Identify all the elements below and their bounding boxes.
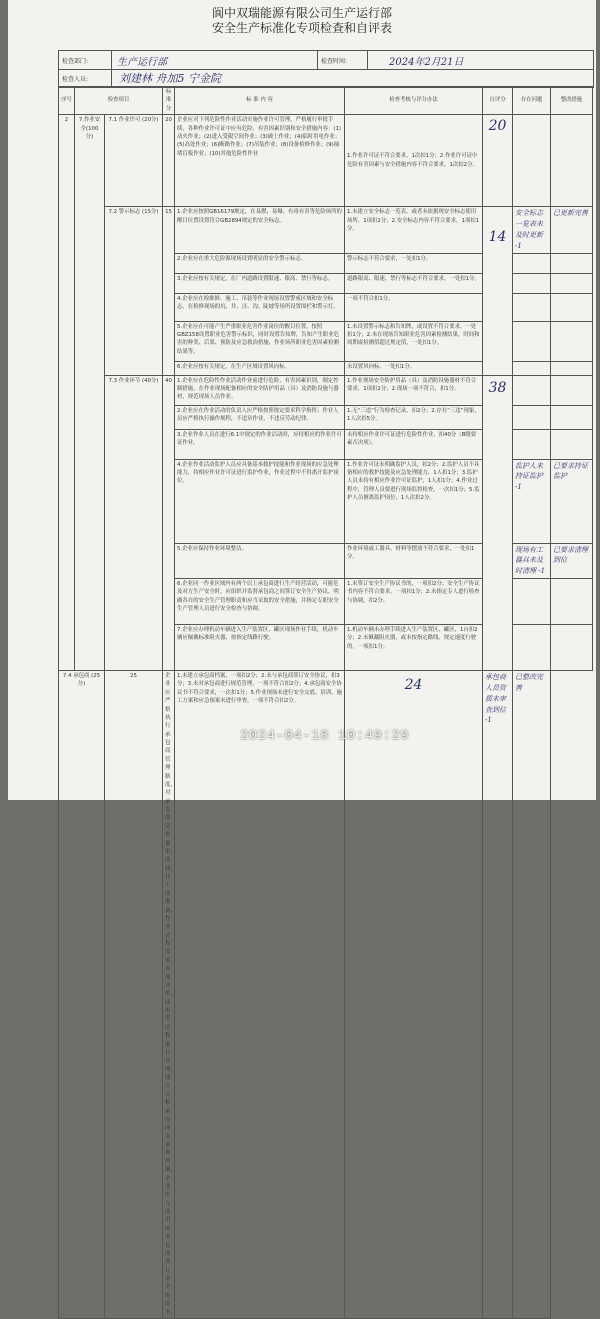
inspectors-label: 检查人员: [62,76,89,83]
problem-note: 安全标志一览表未及时更新 -1 [515,209,544,250]
col-self-score: 自评分 [483,87,513,115]
col-problem: 存在问题 [513,87,551,115]
table-row: 5.企业应在可能产生严重职业危害作业岗位的醒目位置，按照GBZ158设置职业危害警示标识，同时设置告知牌，告知产生职业危害的种类、后果、预防及应急救治措施、作业场所职业危害因素检测结果等。 1.未设置警示标志和告知牌，或设置不符合要求，一处扣1分；2.未在现场告知职业危害因素检测结果，时间和周期或检测值超过规定值，一处扣1分。 [59,321,593,361]
problem-note: 承包商人员资质未审查到位 -1 [485,673,507,725]
table-row: 7.2 警示标志 (15分) 15 1.企业应按照GB16179规定，在易燃、易爆、有毒有害等危险场所的醒目位置设置符合GB2894规定的安全标志。 1.未建立安全标志一览表，或者未依据现安全标志使用场所，1项扣2分；2.安全标志内容不符合要求，1项扣1分。 14 安全标志一览表未及时更新 -1 已更新完善 [59,207,593,253]
col-standard-score: 标准分 [163,87,175,115]
table-row: 2.企业应在重大危险源现场设置明显的安全警示标志。 警示标志不符合要求，一处扣1分。 [59,253,593,273]
table-row: 7.企业应办理机动车辆进入生产装置区、罐区现场作业手续，机动车辆应佩戴标准阻火器，按指定线路行驶。 1.机动车辆未办理手续进入生产装置区、罐区，1台扣2分；2.未佩戴阻火器，或未按指定路线、规定速度行驶的，一项扣1分。 [59,625,593,671]
table-row: 7.4 承包商 (25分) 25 企业应严格执行承包商管理制度，对承包商资格预审、选择、开工前准备、作业过程监督、表现评价、续用等过程进行管理，建立合格承包商名录和档案。企业应与选用的承包商签订安全协议书。 1.未建立承包商档案，一项扣2分；2.未与承包商签订安全协议，扣3分；3.未对承包商进行规范管理，一项不符合扣2分；4.承包商安全协议书不符合要求，一次扣1分；5.作业现场未进行安全交底、培训、施工方案和应急预案未进行审查，一项不符合扣2分。 24 承包商人员资质未审查到位 -1 已整改完善 [59,671,593,1319]
section-7-2: 7.2 警示标志 (15分) [105,207,163,375]
section-7-4: 7.4 承包商 (25分) [59,671,105,1319]
self-score-7-1: 20 [488,118,507,135]
department-label: 检查部门: [62,58,89,65]
table-row: 6.企业同一作业区域内有两个以上承包商进行生产经营活动，可能危及对方生产安全时，应组织并监督承包商之间签订安全生产协议，明确各自的安全生产管理职责和应当采取的安全措施，并指定专职安全生产管理人员进行安全检查与协调。 1.未签订安全生产协议书的，一项扣2分；安全生产协议书内容不符合要求，一项扣1分；2.未指定专人进行检查与协调，扣2分。 [59,579,593,625]
table-row: 6.企业应按有关规定，在生产区域设置风向标。 未设置风向标，一处扣1分。 [59,361,593,375]
col-item: 检查项目 [75,87,163,115]
section-7-3: 7.3 作业环节 (40分) [105,375,163,671]
inspection-table [58,86,593,1319]
self-score-7-3: 38 [488,379,507,396]
table-row: 3.企业作业人员在进行6.1中规定的作业活动时，应持相应的作业许可证作业。 未持相应作业许可证进行危险性作业，扣40分（B级要素否决项）。 [59,429,593,459]
table-row: 5.企业应保持作业环境整洁。 作业环境或工器具、材料等摆放不符合要求，一处扣1分。 现场有工器具未及时清理 -1 已要求清理到位 [59,543,593,579]
document-title: 阆中双瑞能源有限公司生产运行部 [211,6,392,20]
inspection-sheet [8,0,596,1316]
check-date-value: 2024年2月21日 [389,57,464,68]
table-row: 4.企业作业活动监护人员应具备基本救护技能和作业现场的应急处理能力，持相应作业许可证进行监护作业，作业过程中不得离开监护岗位。 1.作业许可证未明确监护人员，扣2分；2.监护人员不具备相应的救护技能及应急处理能力，1人扣1分；3.监护人员未持有相应作业许可证监护，1人扣1分；4.作业过程中，管理人员要进行现场监督检查，一次扣1分；5.监护人员擅离监护岗位，1人次扣2分。 监护人未持证监护 -1 已要求持证监护 [59,459,593,543]
table-row: 3.企业应按有关规定，在厂内道路设置限速、限高、禁行等标志。 道路限高、限速、禁行等标志不符合要求，一处扣1分。 [59,273,593,293]
timestamp-watermark: 2024-04-18 10:49:29 [240,728,410,744]
table-row: 4.企业应在检维修、施工、吊装等作业现场设置警戒区域和安全标志，在检修现场的坑、井、洼、沟、陡坡等场所设置围栏和警示灯。 一项不符合扣1分。 [59,293,593,321]
col-content: 标 准 内 容 [175,87,345,115]
section-7-1: 7.1 作业许可 (20分) [105,115,163,207]
inspectors-value: 刘建林 舟加5 宁金院 [119,72,221,85]
rectify-note: 已更新完善 [553,209,589,218]
table-row: 2 7.作业安全(100分) 7.1 作业许可 (20分) 20 企业应对下列危险性作业活动实施作业许可管理，严格履行审批手续，各种作业许可证中应有危险、有害因素识别和安全措施内容：(1)动火作业；(2)进入受限空间作业；(3)破土作业；(4)临时用电作业；(5)高处作业；(6)断路作业；(7)吊装作业；(8)设备检修作业；(9)抽堵盲板作业；(10)其他危险性作业 1.作业许可证不符合要求，1次扣1分；2.作业许可证中危险有害因素与安全措施内容不符合要求，1次扣2分。 20 [59,115,593,207]
self-score-7-2: 14 [488,229,507,246]
table-row: 7.3 作业环节 (40分) 40 1.企业应在危险性作业活动作业前进行危险、有害因素识别，制定控制措施。在作业现场配备相应的安全防护用品（具）及消防设施与器材，规范现场人员作业。 1.作业现场安全防护用品（具）及消防设施器材不符合要求，1项扣2分；2.现场一项不符合，扣1分。 38 [59,375,593,405]
problem-note: 现场有工器具未及时清理 -1 [515,545,546,576]
rectify-note: 已要求清理到位 [553,545,589,565]
row-index: 2 [59,115,75,671]
col-method: 检查考核与评分办法 [345,87,483,115]
document-subtitle: 安全生产标准化专项检查和自评表 [211,21,392,35]
header-fields [58,50,594,88]
check-date-label: 检查时间: [321,58,348,65]
col-index: 序号 [59,87,75,115]
department-value: 生产运行部 [117,57,167,68]
table-header-row [59,87,593,115]
self-score-7-4: 24 [404,677,423,694]
rectify-note: 已要求持证监护 [553,461,589,481]
problem-note: 监护人未持证监护 -1 [515,461,544,492]
category-cell: 7.作业安全(100分) [75,115,105,671]
rectify-note: 已整改完善 [515,673,544,692]
col-rectify: 整改措施 [551,87,593,115]
table-row: 2.企业应在作业活动的负责人应严格按照规定要求科学指挥；作业人员应严格执行操作规程，不违章作业，不违反劳动纪律。 1.无“三违”行为检查记录，扣2分；2.存在“三违”现象，1人次扣5分。 [59,405,593,429]
